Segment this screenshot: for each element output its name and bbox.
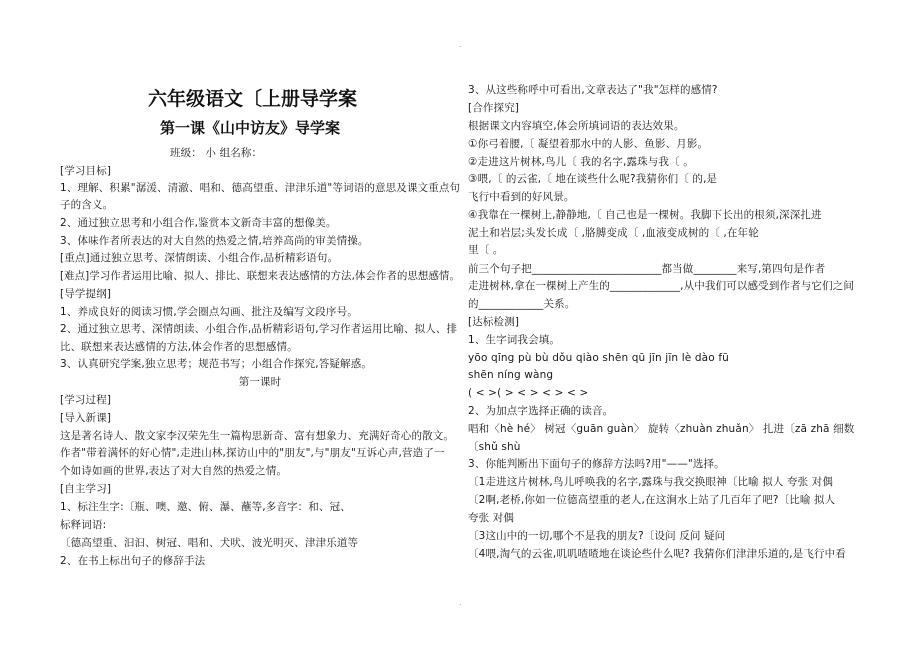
text-line: 走进树林,拿在一棵树上产生的_____________,从中我们可以感受到作者与它们之间 <box>468 280 855 292</box>
text-line: 根据课文内容填空,体会所填词语的表达效果。 <box>468 120 685 132</box>
text-line: 泥土和岩层;头发长成〔 ,胳膊变成〔 ,血液变成树的〔 ,在年轮 <box>468 227 759 239</box>
text-line: ④我靠在一棵树上,静静地,〔 自己也是一棵树。我脚下长出的根须,深深扎进 <box>468 209 822 221</box>
text-line: 2、在书上标出句子的修辞手法 <box>60 555 206 567</box>
page-dot-bottom: . <box>459 598 462 607</box>
text-line: 〔2啊,老桥,你如一位德高望重的老人,在这涧水上站了几百年了吧?〔比喻 拟人 <box>468 494 836 506</box>
text-line: ③喂,〔 的云雀,〔 地在谈些什么呢?我猜你们〔 的,是 <box>468 173 718 185</box>
text-line: 前三个句子把________________________都当做________来写,第四句是作者 <box>468 263 826 275</box>
section-heading: 第一课时 <box>238 376 282 388</box>
text-line: 3、你能判断出下面句子的修辞方法吗?用"——"选择。 <box>468 458 725 470</box>
text-line: ①你弓着腰,〔 凝望着那水中的人影、鱼影、月影。 <box>468 138 709 150</box>
text-line: 飞行中看到的好风景。 <box>468 191 575 203</box>
text-line: 〔3这山中的一切,哪个不是我的朋友?〔设问 反问 疑问 <box>468 530 726 542</box>
text-line: 2、为加点字选择正确的读音。 <box>468 405 614 417</box>
text-line: [合作探究] <box>468 102 520 114</box>
text-line: 的____________关系。 <box>468 298 576 310</box>
text-line: 3、认真研究学案,独立思考；规范书写；小组合作探究,答疑解惑。 <box>60 358 373 370</box>
text-line: [导入新课] <box>60 412 112 424</box>
answer-blanks: ( < >( > < > < > < > <box>468 387 589 399</box>
text-line: [自主学习] <box>60 483 112 495</box>
text-line: 1、生字词我会填。 <box>468 334 561 346</box>
pinyin-line: shēn níng wàng <box>468 369 554 381</box>
pinyin-line: yōo qīng pù bù dǒu qiào shēn qū jīn jīn lè dào fū <box>468 352 729 364</box>
text-line: [重点]通过独立思考、深情朗读、小组合作,品析精彩语句。 <box>60 252 339 264</box>
text-line: 标释词语: <box>60 519 107 531</box>
text-line: [学习过程] <box>60 394 112 406</box>
page-dot-top: . <box>459 40 462 49</box>
text-line: 1、标注生字:〔瓶、噢、邀、俯、瀑、蘸等,多音字：和、冠、 <box>60 501 351 513</box>
text-line: [学习目标] <box>60 165 112 177</box>
text-line: 2、通过独立思考和小组合作,鉴赏本文新奇丰富的想像美。 <box>60 217 337 229</box>
text-line: 2、通过独立思考、深情朗读、小组合作,品析精彩语句,学习作者运用比喻、拟人、排 <box>60 323 458 335</box>
page-title: 六年级语文〔上册导学案 <box>148 88 358 110</box>
text-line: 这是著名诗人、散文家李汉荣先生一篇构思新奇、富有想象力、充满好奇心的散文。 <box>60 430 455 442</box>
text-line: 1、理解、积累"潺湲、清澈、唱和、德高望重、津津乐道"等词语的意思及课文重点句 <box>60 182 461 194</box>
class-group-row: 班级： 小 组名称： <box>170 147 263 159</box>
text-line: 作者"带着满怀的好心情",走进山林,探访山中的"朋友",与"朋友"互诉心声,营造了一 <box>60 447 445 459</box>
text-line: 〔1走进这片树林,鸟儿呼唤我的名字,露珠与我交换眼神〔比喻 拟人 夸张 对偶 <box>468 476 834 488</box>
text-line: 唱和〈hè hé〉 树冠〈guān guàn〉 旋转〈zhuàn zhuǎn〉 扎进〔zā zhā 细数 <box>468 423 855 435</box>
text-line: [导学提纲] <box>60 288 112 300</box>
text-line: 〔shǔ shù <box>468 441 521 453</box>
text-line: 里〔 。 <box>468 244 504 256</box>
text-line: [达标检测] <box>468 316 520 328</box>
text-line: 〔4喂,淘气的云雀,叽叽喳喳地在谈论些什么呢? 我猜你们津津乐道的,是飞行中看 <box>468 548 846 560</box>
text-line: 3、体味作者所表达的对大自然的热爱之情,培养高尚的审美情操。 <box>60 235 369 247</box>
text-line: 1、养成良好的阅读习惯,学会圈点勾画、批注及编写文段序号。 <box>60 306 358 318</box>
text-line: [难点]学习作者运用比喻、拟人、排比、联想来表达感情的方法,体会作者的思想感情。 <box>60 270 460 282</box>
text-line: 〔德高望重、汩汩、树冠、唱和、犬吠、波光明灭、津津乐道等 <box>60 537 359 549</box>
text-line: 个如诗如画的世界,表达了对大自然的热爱之情。 <box>60 465 288 477</box>
text-line: ②走进这片树林,鸟儿〔 我的名字,露珠与我〔 。 <box>468 156 694 168</box>
text-line: 比、联想来表达感情的方法,体会作者的思想感情。 <box>60 341 298 353</box>
text-line: 夸张 对偶 <box>468 512 515 524</box>
text-line: 3、从这些称呼中可看出,文章表达了"我"怎样的感情? <box>468 84 718 96</box>
lesson-subtitle: 第一课《山中访友》导学案 <box>160 119 341 137</box>
text-line: 子的含义。 <box>60 199 114 211</box>
